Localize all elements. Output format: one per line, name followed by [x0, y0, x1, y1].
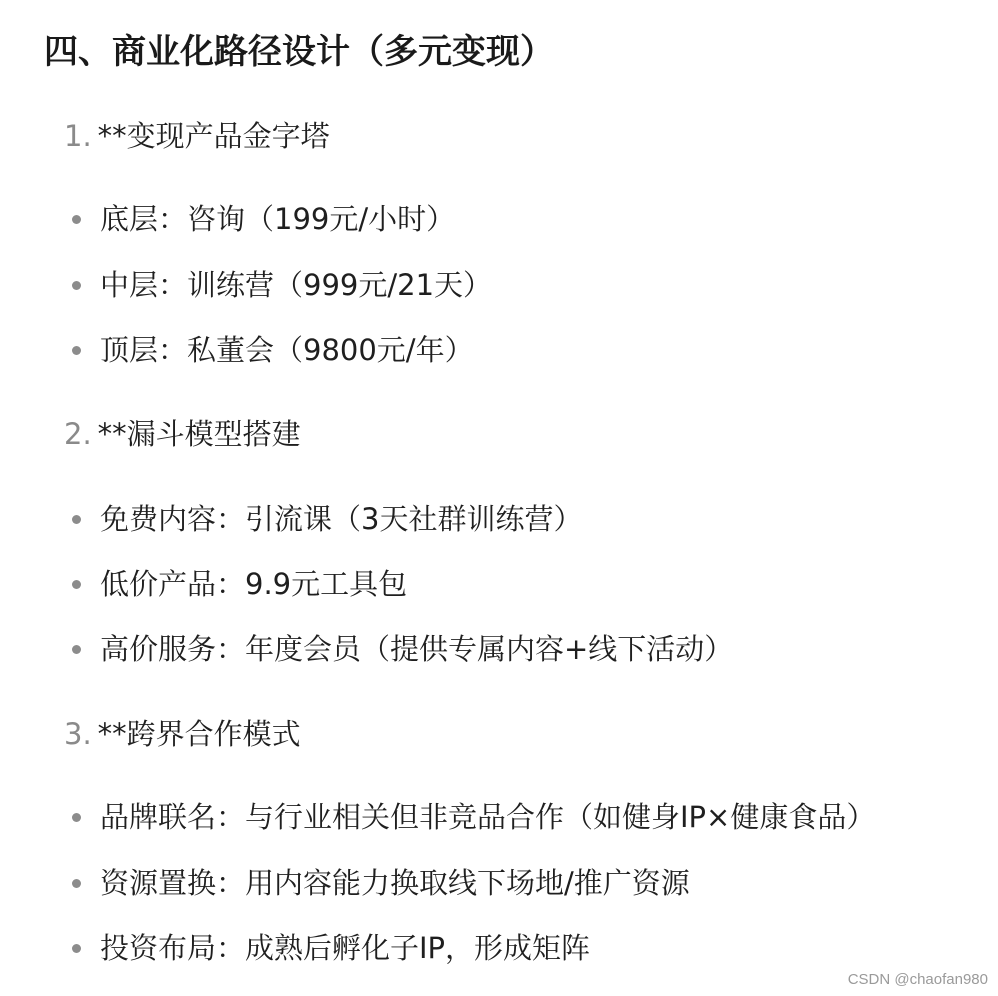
bullet-dot-icon: [72, 813, 81, 822]
page-title: 四、商业化路径设计（多元变现）: [44, 32, 554, 72]
list-item-heading-3: [64, 714, 301, 754]
list-number: 1.: [64, 119, 92, 153]
bullet-text: 底层：咨询（199元/小时）: [100, 202, 456, 236]
bullet-dot-icon: [72, 215, 81, 224]
watermark: CSDN @chaofan980: [847, 971, 988, 988]
bullet-dot-icon: [72, 645, 81, 654]
list-heading-text: **跨界合作模式: [97, 717, 301, 751]
bullet-text: 低价产品：9.9元工具包: [100, 567, 408, 601]
bullet-dot-icon: [72, 281, 81, 290]
list-number: 3.: [64, 717, 92, 751]
list-number: 2.: [64, 417, 92, 451]
bullet-dot-icon: [72, 879, 81, 888]
bullet-dot-icon: [72, 346, 81, 355]
bullet-text: 免费内容：引流课（3天社群训练营）: [100, 502, 583, 536]
bullet-dot-icon: [72, 944, 81, 953]
bullet-dot-icon: [72, 515, 81, 524]
bullet-text: 高价服务：年度会员（提供专属内容+线下活动）: [100, 632, 734, 666]
bullet-text: 品牌联名：与行业相关但非竞品合作（如健身IP×健康食品）: [100, 800, 876, 834]
list-item-heading-2: [64, 414, 301, 454]
bullet-dot-icon: [72, 580, 81, 589]
list-heading-text: **变现产品金字塔: [97, 119, 330, 153]
list-item-heading-1: [64, 116, 330, 156]
bullet-text: 顶层：私董会（9800元/年）: [100, 333, 474, 367]
bullet-text: 资源置换：用内容能力换取线下场地/推广资源: [100, 866, 690, 900]
list-heading-text: **漏斗模型搭建: [97, 417, 301, 451]
bullet-text: 中层：训练营（999元/21天）: [100, 268, 493, 302]
bullet-text: 投资布局：成熟后孵化子IP，形成矩阵: [100, 931, 591, 965]
